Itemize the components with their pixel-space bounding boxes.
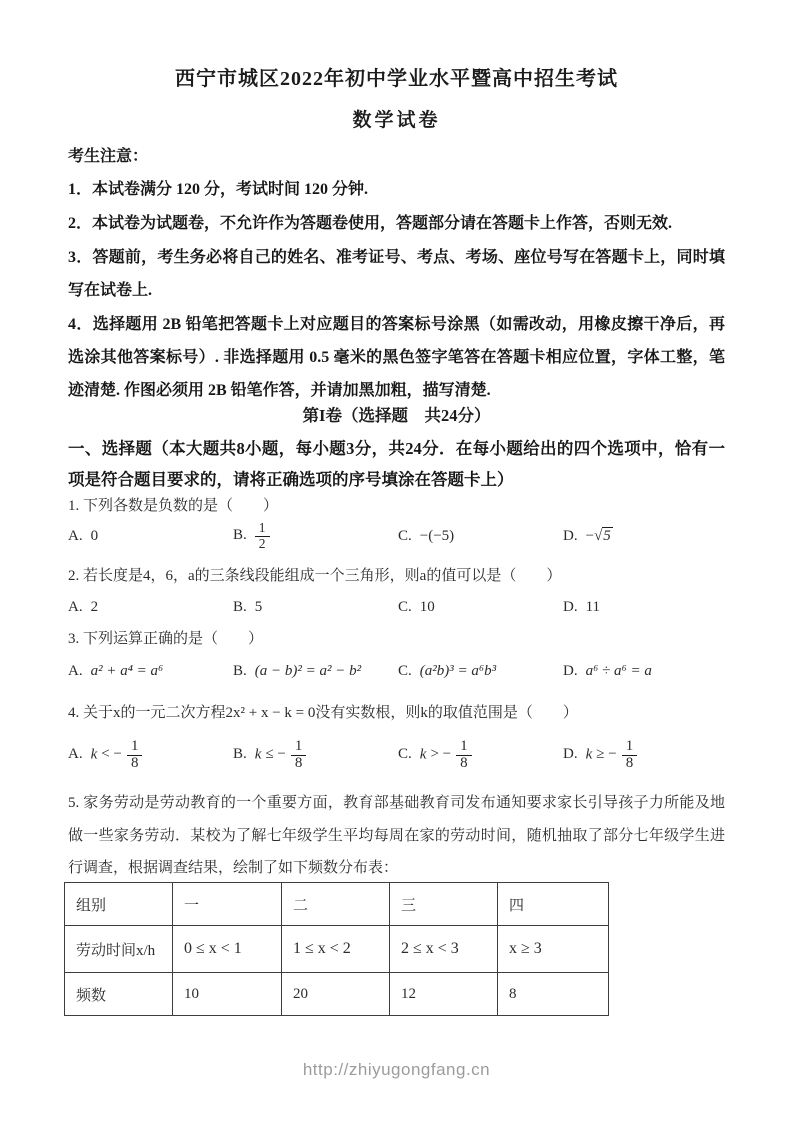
q2-option-c xyxy=(398,599,563,616)
option-label: C. xyxy=(398,598,412,615)
table-cell: 0 ≤ x < 1 xyxy=(173,926,282,973)
q4-option-a xyxy=(68,739,233,772)
option-value: 11 xyxy=(585,598,601,615)
table-cell: x ≥ 3 xyxy=(498,926,609,973)
q3-option-b xyxy=(233,663,398,680)
option-label: D. xyxy=(563,598,578,615)
table-cell: 一 xyxy=(173,883,282,926)
fraction-denominator: 8 xyxy=(456,755,472,772)
exam-title: 西宁市城区2022年初中学业水平暨高中招生考试 xyxy=(175,68,618,90)
fraction-numerator: 1 xyxy=(130,737,139,754)
table-cell: 2 ≤ x < 3 xyxy=(390,926,498,973)
section1-intro: 一、选择题（本大题共8小题，每小题3分，共24分．在每小题给出的四个选项中，恰有一项是符合题目要求的，请将正确选项的序号填涂在答题卡上） xyxy=(68,439,725,489)
relation-sign: < − xyxy=(101,746,122,763)
option-label: C. xyxy=(398,662,412,679)
q1-options xyxy=(68,516,725,556)
notice-item-1: 1．本试卷满分 120 分，考试时间 120 分钟. xyxy=(68,181,369,198)
q5-stem: 5. 家务劳动是劳动教育的一个重要方面，教育部基础教育司发布通知要求家长引导孩子力所能及地做一些家务劳动．某校为了解七年级学生平均每周在家的劳动时间，随机抽取了部分七年级学生进行调查，根据调查结果，绘制了如下频数分布表： xyxy=(68,795,725,876)
math-expression: (a²b)³ = a⁶b³ xyxy=(419,662,497,679)
frequency-table xyxy=(64,882,609,1016)
q1-option-d xyxy=(563,528,725,545)
math-expression: (a − b)² = a² − b² xyxy=(254,662,362,679)
option-label: B. xyxy=(233,746,247,763)
fraction-denominator: 8 xyxy=(127,755,143,772)
table-row-frequency xyxy=(65,973,609,1016)
variable-k: k xyxy=(419,746,427,763)
fraction-numerator: 1 xyxy=(460,737,468,754)
q3-options xyxy=(68,651,725,691)
table-cell: 10 xyxy=(173,973,282,1016)
q1-option-c xyxy=(398,528,563,545)
fraction-denominator: 8 xyxy=(622,755,638,772)
option-label: B. xyxy=(233,662,247,679)
fraction-denominator: 2 xyxy=(255,536,270,551)
q2-option-d xyxy=(563,599,725,616)
table-cell: 1 ≤ x < 2 xyxy=(282,926,390,973)
notice-item-3: 3．答题前，考生务必将自己的姓名、准考证号、考点、考场、座位号写在答题卡上，同时填写在试卷上. xyxy=(68,249,725,299)
option-label: C. xyxy=(398,527,412,544)
q4-option-c xyxy=(398,739,563,772)
q3-stem: 3. 下列运算正确的是（ ） xyxy=(68,631,264,647)
fraction-numerator: 1 xyxy=(258,520,266,536)
sqrt-expression xyxy=(586,527,613,544)
exam-subtitle: 数学试卷 xyxy=(352,110,441,131)
fraction-denominator: 8 xyxy=(291,755,307,772)
footer-watermark-url: http://zhiyugongfang.cn xyxy=(302,1060,491,1079)
q4-stem: 4. 关于x的一元二次方程2x² + x − k = 0没有实数根，则k的取值范围是（ ） xyxy=(68,705,578,721)
variable-k: k xyxy=(254,746,262,763)
table-cell: 组别 xyxy=(65,883,173,926)
radical-sign: √ xyxy=(594,527,603,544)
fraction-numerator: 1 xyxy=(294,737,303,754)
option-value: 10 xyxy=(419,598,435,615)
option-label: B. xyxy=(233,527,247,544)
variable-k: k xyxy=(90,746,98,763)
option-label: A. xyxy=(68,662,83,679)
q4-options xyxy=(68,728,725,782)
option-label: C. xyxy=(398,746,412,763)
option-label: D. xyxy=(563,746,578,763)
option-label: B. xyxy=(233,598,247,615)
fraction xyxy=(291,739,307,772)
q3-option-a xyxy=(68,663,233,680)
math-expression: a² + a⁴ = a⁶ xyxy=(90,662,164,679)
q3-option-c xyxy=(398,663,563,680)
q4-option-b xyxy=(233,739,398,772)
table-cell: 12 xyxy=(390,973,498,1016)
option-value: 5 xyxy=(254,598,263,615)
radicand: 5 xyxy=(603,527,611,544)
option-value: 2 xyxy=(90,598,99,615)
relation-sign: > − xyxy=(430,746,452,763)
q2-stem: 2. 若长度是4，6，a的三条线段能组成一个三角形，则a的值可以是（ ） xyxy=(68,568,562,584)
fraction xyxy=(255,521,270,550)
relation-sign: ≥ − xyxy=(596,746,617,763)
fraction xyxy=(622,739,638,772)
table-row-time xyxy=(65,926,609,973)
option-label: A. xyxy=(68,598,83,615)
option-label: D. xyxy=(563,662,578,679)
table-row-group xyxy=(65,883,609,926)
q4-option-d xyxy=(563,739,725,772)
fraction xyxy=(127,739,143,772)
table-cell: 二 xyxy=(282,883,390,926)
section1-header: 第I卷（选择题 共24分） xyxy=(302,406,491,425)
table-cell: 三 xyxy=(390,883,498,926)
option-label: D. xyxy=(563,527,578,544)
fraction-numerator: 1 xyxy=(625,737,634,754)
table-cell: 四 xyxy=(498,883,609,926)
q2-option-a xyxy=(68,599,233,616)
q3-option-d xyxy=(563,663,725,680)
math-expression: a⁶ ÷ a⁶ = a xyxy=(585,662,652,679)
notice-item-2: 2．本试卷为试题卷，不允许作为答题卷使用，答题部分请在答题卡上作答，否则无效. xyxy=(68,215,673,232)
notice-item-4: 4．选择题用 2B 铅笔把答题卡上对应题目的答案标号涂黑（如需改动，用橡皮擦干净后，再选涂其他答案标号）. 非选择题用 0.5 毫米的黑色签字笔答在答题卡相应位置，字体工整，笔迹清楚. 作图必须用 2B 铅笔作答，并请加黑加粗，描写清楚. xyxy=(68,316,725,399)
option-label: A. xyxy=(68,746,83,763)
table-cell: 8 xyxy=(498,973,609,1016)
q2-option-b xyxy=(233,599,398,616)
q1-option-b xyxy=(233,521,398,550)
table-cell: 频数 xyxy=(65,973,173,1016)
option-value: 0 xyxy=(90,527,99,544)
q1-option-a xyxy=(68,528,233,545)
variable-k: k xyxy=(585,746,593,763)
q2-options xyxy=(68,593,725,621)
option-label: A. xyxy=(68,527,83,544)
option-value: −(−5) xyxy=(419,527,455,544)
fraction xyxy=(456,739,472,772)
minus-sign: − xyxy=(585,527,595,544)
notice-heading: 考生注意： xyxy=(68,148,149,165)
table-cell: 20 xyxy=(282,973,390,1016)
q1-stem: 1. 下列各数是负数的是（ ） xyxy=(68,498,279,514)
relation-sign: ≤ − xyxy=(265,746,286,763)
table-cell: 劳动时间x/h xyxy=(65,926,173,973)
